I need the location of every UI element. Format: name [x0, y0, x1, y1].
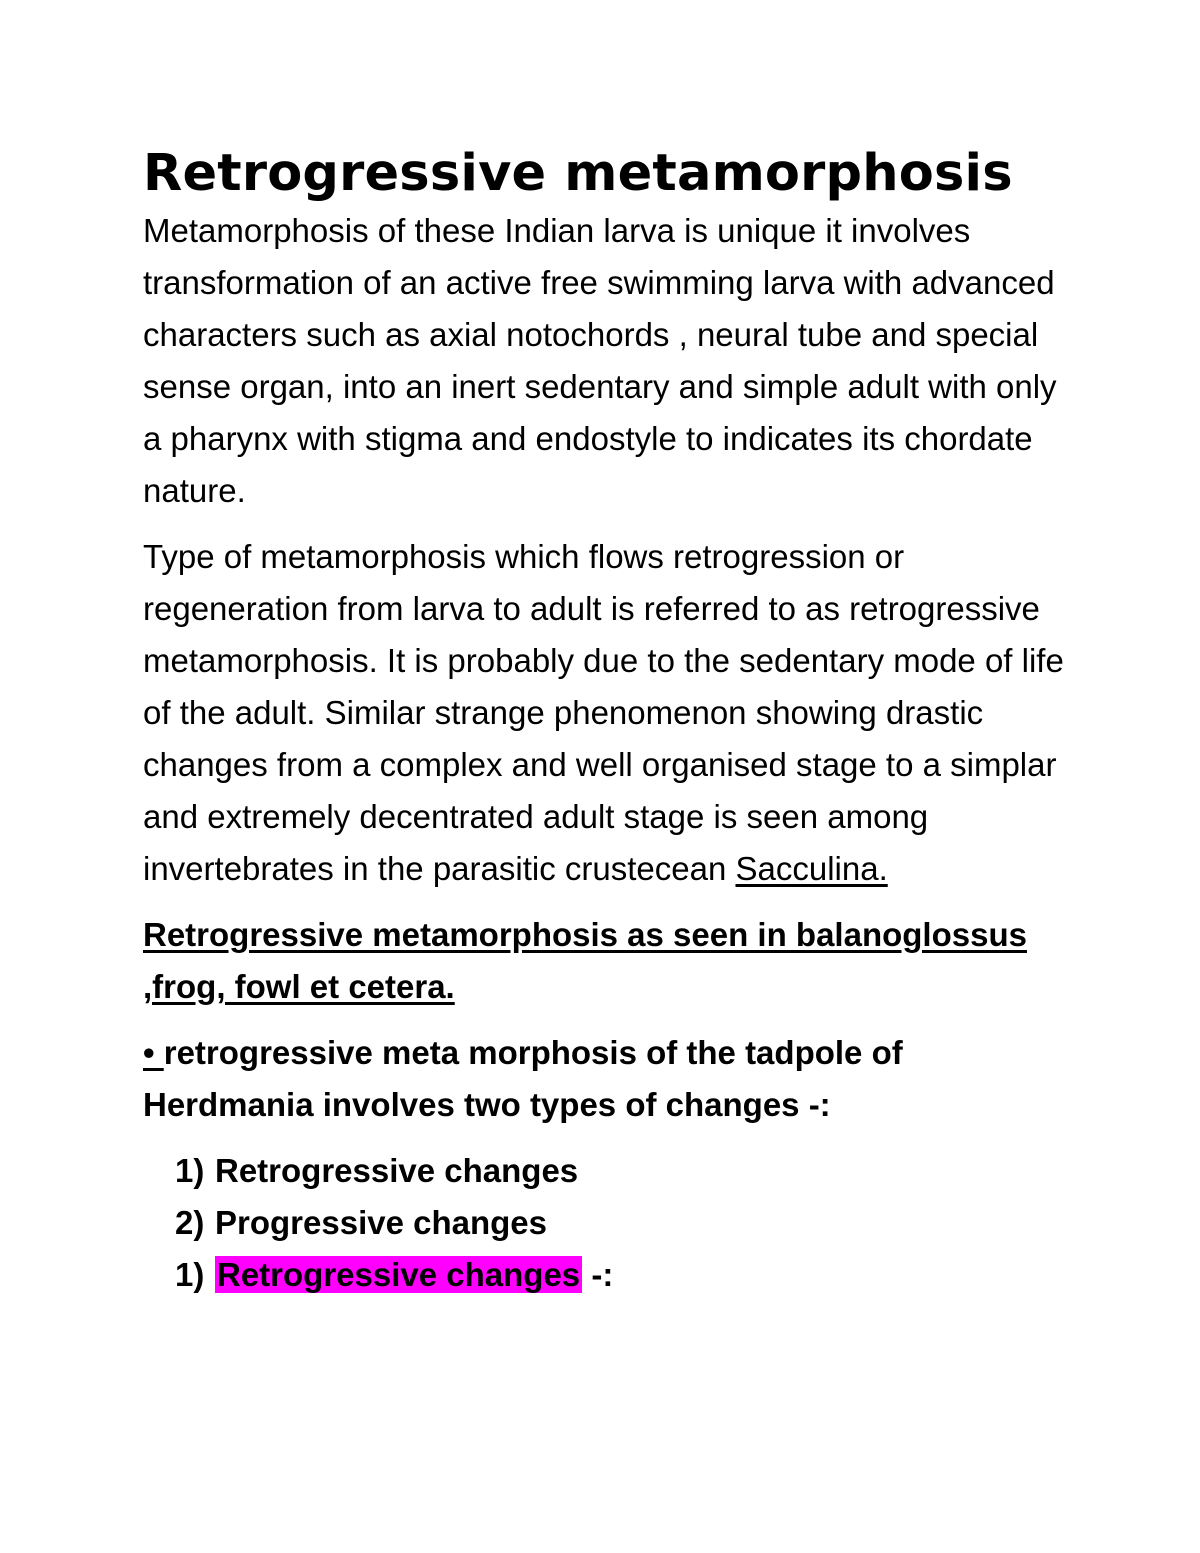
paragraph-type [143, 531, 1073, 895]
list-item-label: Retrogressive changes [215, 1152, 579, 1189]
highlighted-label: Retrogressive changes [217, 1256, 581, 1293]
list-item-label: Progressive changes [215, 1204, 547, 1241]
list-item-highlighted [143, 1249, 1073, 1301]
list-item [143, 1197, 1073, 1249]
paragraph-type-text: Type of metamorphosis which flows retrogression or regeneration from larva to adult is referred to as retrogressive metamorphosis. It is probably due to the sedentary mode of life of the adult. Similar strange phenomenon showing drastic changes from a complex and well organised stage to a simplar and extremely decentrated adult stage is seen among invertebrates in the parasitic crustecean [143, 538, 1064, 887]
list-item [143, 1145, 1073, 1197]
bullet-paragraph [143, 1027, 1073, 1131]
highlighted-suffix: -: [582, 1256, 614, 1293]
bullet-text: retrogressive meta morphosis of the tadpole of Herdmania involves two types of changes -: [143, 1034, 903, 1123]
bullet-icon: • [143, 1034, 164, 1071]
sacculina-underlined: Sacculina. [735, 850, 888, 887]
document-content [143, 140, 1073, 1301]
list-item-number: 1) [175, 1256, 205, 1293]
changes-list [143, 1145, 1073, 1301]
subheading-examples [143, 909, 1073, 1013]
paragraph-intro: Metamorphosis of these Indian larva is unique it involves transformation of an active free swimming larva with advanced characters such as axial notochords , neural tube and special sense organ, into an inert sedentary and simple adult with only a pharynx with stigma and endostyle to indicates its chordate nature. [143, 212, 1057, 509]
document-title: Retrogressive metamorphosis [143, 144, 1013, 203]
list-item-number: 1) [175, 1152, 205, 1189]
list-item-number: 2) [175, 1204, 205, 1241]
subheading-examples-text: Retrogressive metamorphosis as seen in balanoglossus ,frog, fowl et cetera. [143, 916, 1027, 1005]
